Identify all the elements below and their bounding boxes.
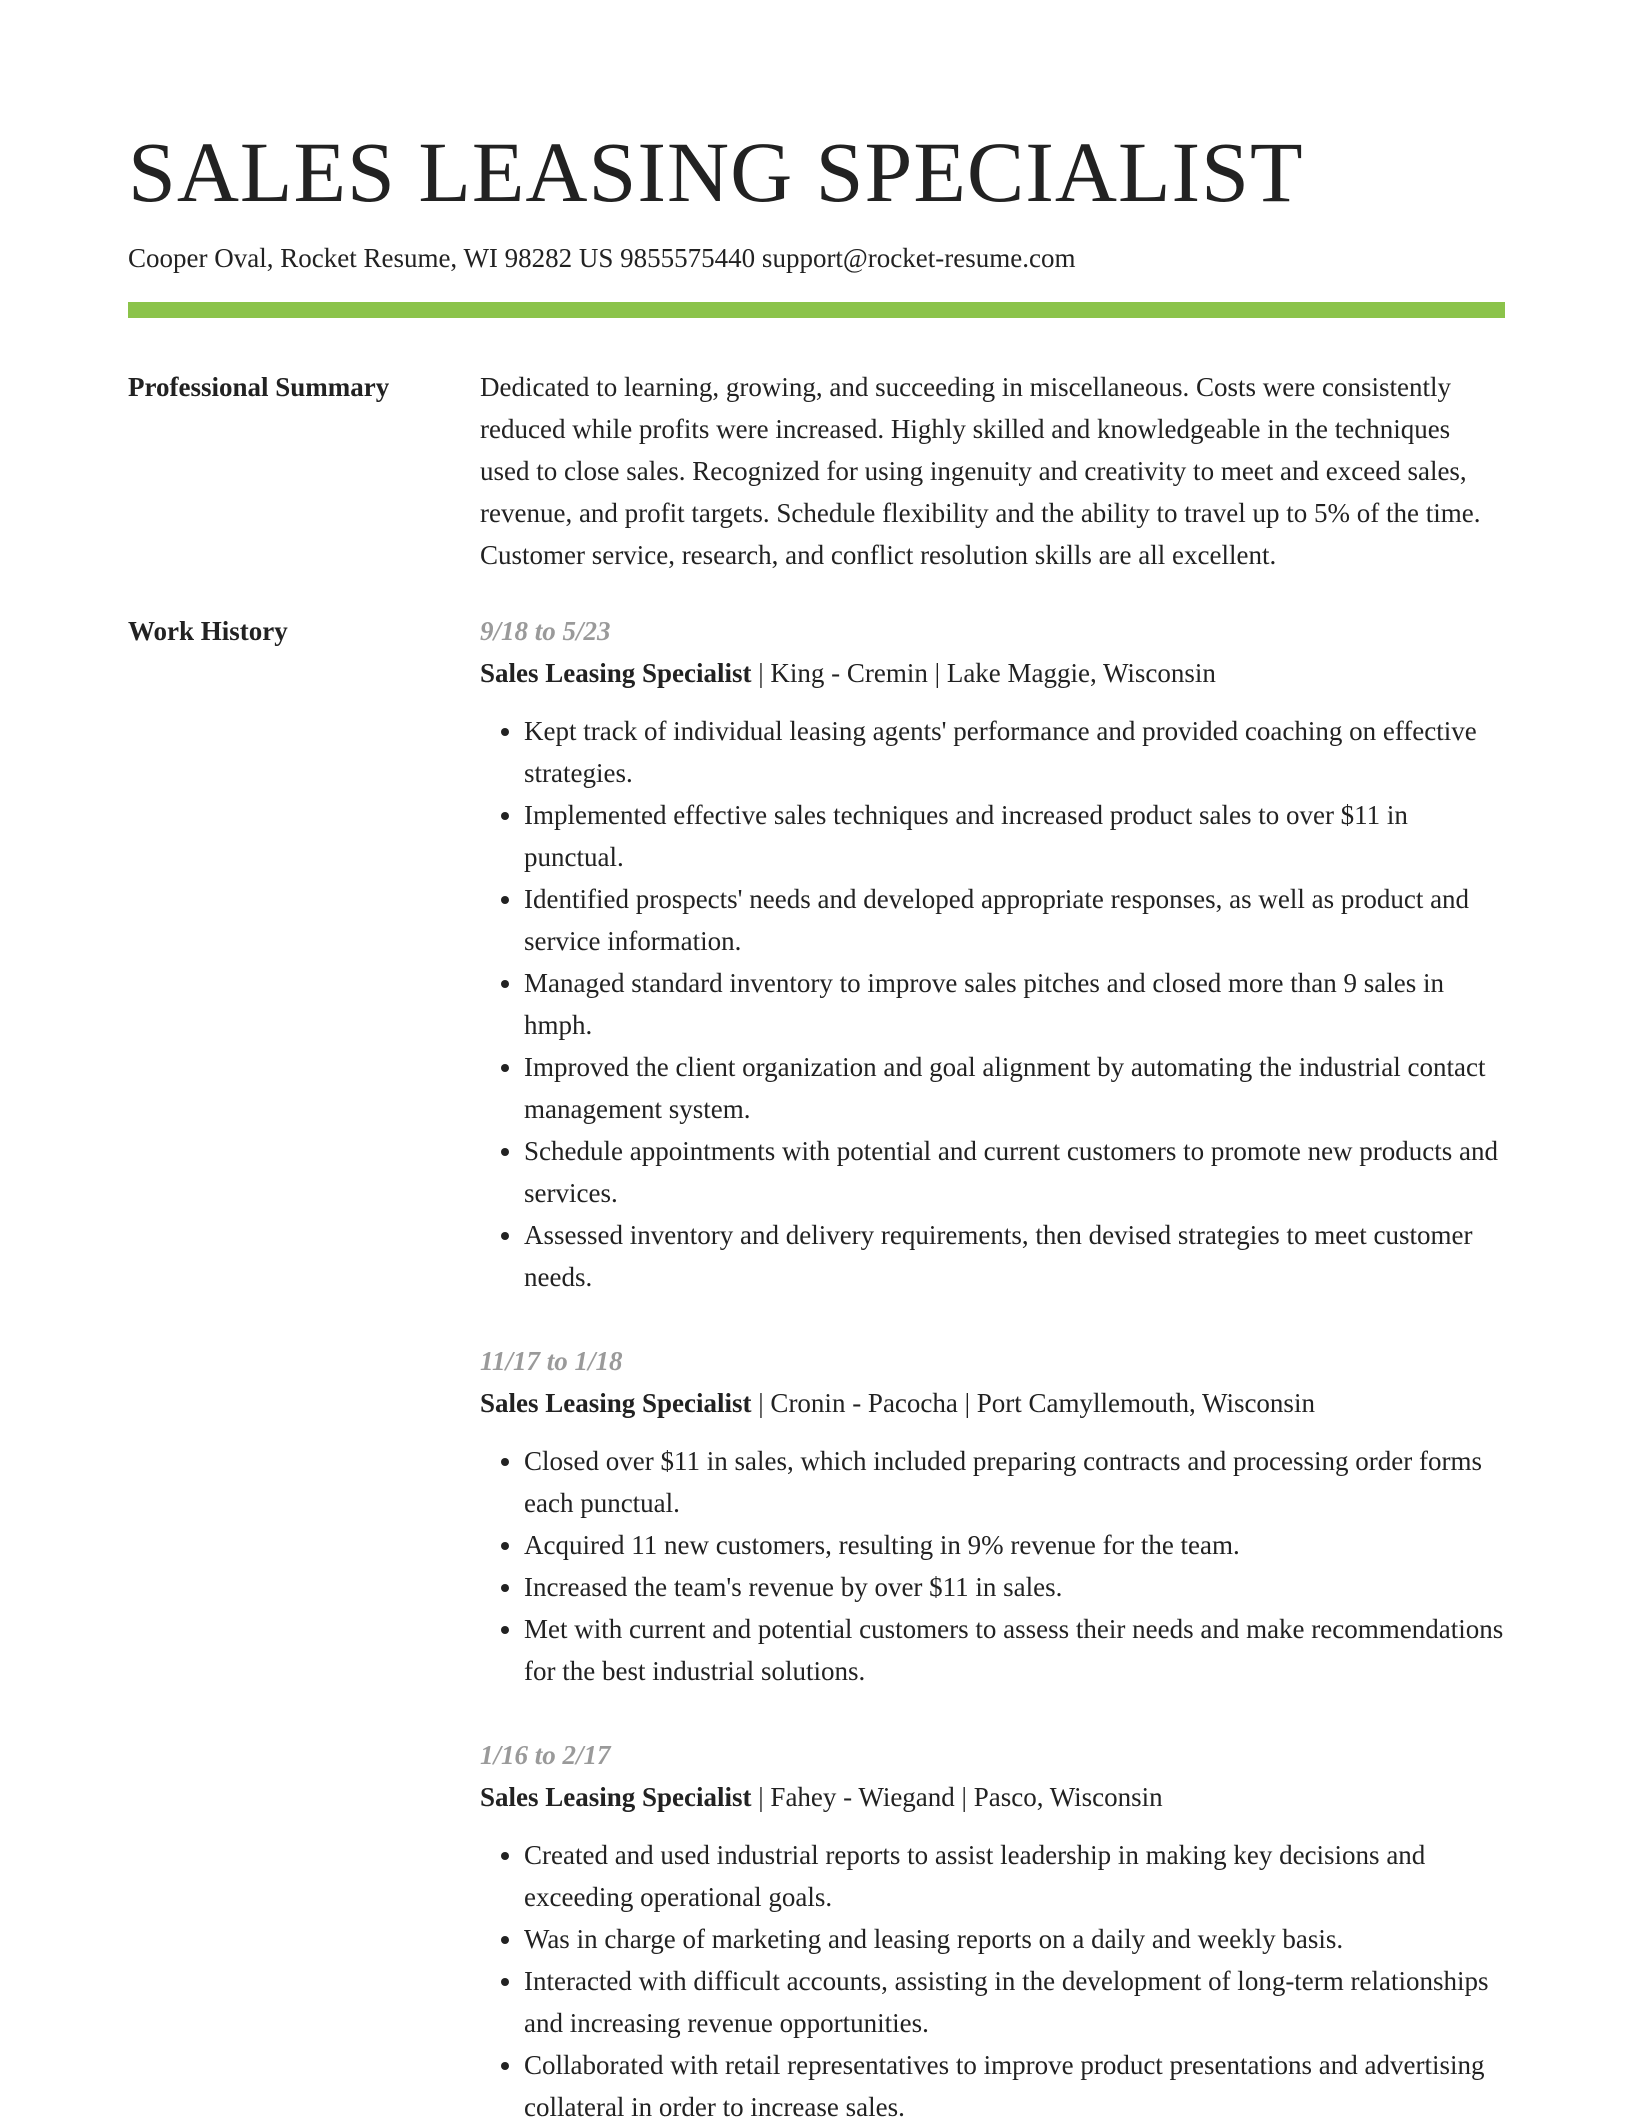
job-dates: 9/18 to 5/23 (480, 616, 611, 646)
resume-page (128, 0, 1505, 2128)
job-title: Sales Leasing Specialist (480, 1388, 752, 1418)
job-entry (480, 610, 1505, 1298)
job-bullet: • Kept track of individual leasing agents' performance and provided coaching on effective strategies. (524, 710, 1505, 794)
job-dates: 1/16 to 2/17 (480, 1740, 611, 1770)
job-bullet: • Met with current and potential customers to assess their needs and make recommendations for the best industrial solutions. (524, 1608, 1505, 1692)
job-bullet: • Closed over $11 in sales, which included preparing contracts and processing order forms each punctual. (524, 1440, 1505, 1524)
resume-title: SALES LEASING SPECIALIST (128, 124, 1304, 220)
job-bullets (480, 1834, 1505, 2128)
job-bullets (480, 710, 1505, 1298)
contact-line: Cooper Oval, Rocket Resume, WI 98282 US 9855575440 support@rocket-resume.com (128, 243, 1076, 273)
job-entry (480, 1734, 1505, 2128)
section-heading-summary: Professional Summary (128, 372, 390, 402)
job-heading (480, 1382, 1505, 1424)
accent-divider (128, 302, 1505, 318)
job-dates: 11/17 to 1/18 (480, 1346, 623, 1376)
section-heading-work-history: Work History (128, 616, 288, 646)
job-bullet: • Schedule appointments with potential and current customers to promote new products and services. (524, 1130, 1505, 1214)
job-bullet: • Identified prospects' needs and developed appropriate responses, as well as product and service information. (524, 878, 1505, 962)
work-history-section (128, 610, 1505, 2128)
job-bullet: • Created and used industrial reports to assist leadership in making key decisions and exceeding operational goals. (524, 1834, 1505, 1918)
job-heading (480, 652, 1505, 694)
job-bullet: • Assessed inventory and delivery requirements, then devised strategies to meet customer needs. (524, 1214, 1505, 1298)
job-bullet: • Improved the client organization and goal alignment by automating the industrial contact management system. (524, 1046, 1505, 1130)
job-bullet: • Collaborated with retail representatives to improve product presentations and advertising collateral in order to increase sales. (524, 2044, 1505, 2128)
job-title: Sales Leasing Specialist (480, 658, 752, 688)
job-bullet: • Managed standard inventory to improve sales pitches and closed more than 9 sales in hmph. (524, 962, 1505, 1046)
job-bullet: • Implemented effective sales techniques and increased product sales to over $11 in punctual. (524, 794, 1505, 878)
job-bullet: • Was in charge of marketing and leasing reports on a daily and weekly basis. (524, 1918, 1505, 1960)
job-bullet: • Interacted with difficult accounts, assisting in the development of long-term relationships and increasing revenue opportunities. (524, 1960, 1505, 2044)
professional-summary-section (128, 366, 1505, 576)
job-bullet: • Increased the team's revenue by over $11 in sales. (524, 1566, 1505, 1608)
job-details: | Cronin - Pacocha | Port Camyllemouth, Wisconsin (751, 1388, 1315, 1418)
summary-text: Dedicated to learning, growing, and succeeding in miscellaneous. Costs were consistently reduced while profits were increased. Highly skilled and knowledgeable in the techniques used to close sales. Recognized for using ingenuity and creativity to meet and exceed sales, revenue, and profit targets. Schedule flexibility and the ability to travel up to 5% of the time. Customer service, research, and conflict resolution skills are all excellent. (480, 372, 1481, 570)
job-bullet: • Acquired 11 new customers, resulting in 9% revenue for the team. (524, 1524, 1505, 1566)
job-entry (480, 1340, 1505, 1692)
job-heading (480, 1776, 1505, 1818)
job-title: Sales Leasing Specialist (480, 1782, 752, 1812)
job-bullets (480, 1440, 1505, 1692)
job-details: | Fahey - Wiegand | Pasco, Wisconsin (751, 1782, 1163, 1812)
job-details: | King - Cremin | Lake Maggie, Wisconsin (751, 658, 1216, 688)
